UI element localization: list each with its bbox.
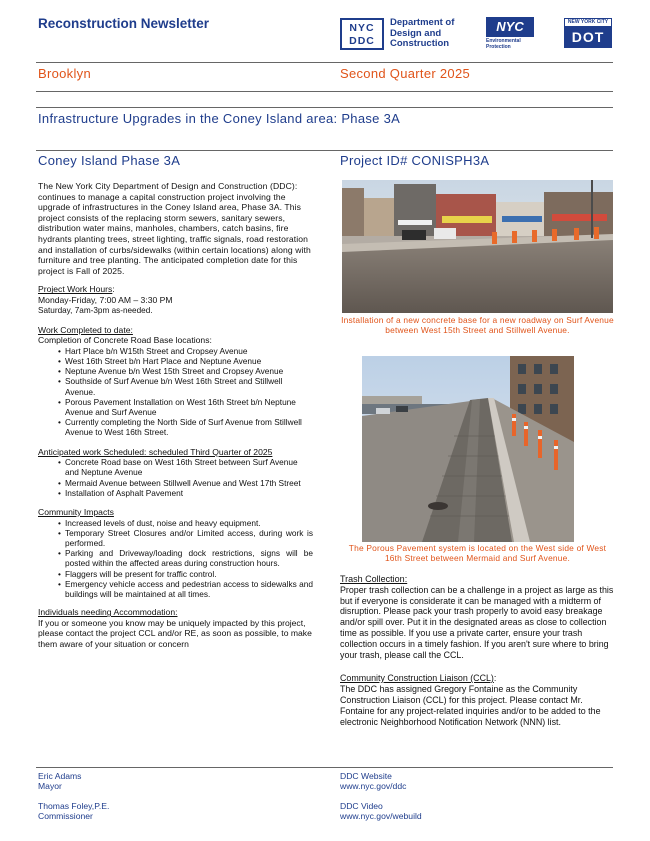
list-item: • Currently completing the North Side of Surf Avenue from Stillwell Avenue to West 16th Street.: [58, 417, 302, 438]
list-item: • Hart Place b/n W15th Street and Cropsey Avenue: [58, 345, 248, 356]
commissioner-name: Thomas Foley,P.E.: [38, 801, 110, 811]
project-id: Project ID# CONISPH3A: [340, 153, 490, 168]
quarter-label: Second Quarter 2025: [340, 66, 471, 81]
list-item: • West 16th Street b/n Hart Place and Neptune Avenue: [58, 355, 262, 366]
list-item: • Installation of Asphalt Pavement: [58, 487, 184, 498]
photo2-caption: The Porous Pavement system is located on the West side of West 16th Street between Mermaid and Surf Avenue.: [348, 543, 607, 564]
list-item: • Temporary Street Closures and/or Limited access, during work is performed.: [58, 527, 313, 548]
footer-mayor: [38, 771, 81, 792]
completed-list: [27, 346, 313, 438]
trash-text: Proper trash collection can be a challenge in a project as large as this but if everyone is considerate it can be managed with a midterm of disruption. Please pack your trash properly to avoid easy breakage and/or spill over. Put it in the designated areas as close to collection time as possible. If you use a private carter, ensure your trash collection occurs in a timely fashion. If you aren't sure where to bring your trash, please call the CCL.: [340, 584, 614, 661]
list-item: • Southside of Surf Avenue b/n West 16th Street and Stillwell Avenue.: [58, 376, 283, 397]
list-item: • Mermaid Avenue between Stillwell Avenue and West 17th Street: [58, 477, 301, 488]
completed-heading: Work Completed to date:: [38, 324, 133, 335]
list-item: • Neptune Avenue b/n West 15th Street and Cropsey Avenue: [58, 366, 284, 377]
list-item: • Porous Pavement Installation on West 16th Street b/n Neptune Avenue and Surf Avenue: [58, 396, 296, 417]
right-column-text: Trash Collection: Proper trash collection can be a challenge in a project as large as this but if everyone is considerate it can be managed with a midterm of disruption. Please pack your trash properly to avoid easy breakage and/or spill over. Put it in the designated areas as close to collection time as possible. If you use a private carter, ensure your trash collection occurs in a timely fashion. If you aren't sure where to bring your trash, please call the CCL. Community Construction Liaison (CCL): The DDC has assigned Gregory Fontaine as the Community Construction Liaison (CCL) for this project. Please contact Mr. Fontaine for any project-related inquiries and/or to be added to the electronic Neighborhood Notification Network (NNN) list.: [340, 574, 616, 727]
mayor-title: Mayor: [38, 781, 62, 792]
list-item: • Emergency vehicle access and pedestrian access to sidewalks and buildings will be maintained at all times.: [58, 578, 313, 599]
website-label: DDC Website: [340, 771, 392, 781]
photo-surf-avenue: [342, 180, 613, 313]
dep-logo-mark: NYC: [486, 17, 534, 37]
left-column: The New York City Department of Design and Construction (DDC): continues to manage a capital construction project involving the upgrade of infrastructures in the Coney Island area, Phase 3A. This project consists of the replacing storm sewers, sanitary sewers, distribution water mains, manholes, chambers, catch basins, fire hydrants planting trees, street lighting, traffic signals, road restoration and installation of curbs/sidewalks (within certain locations) along with furniture and tree planting. The anticipated completion date for this project is Fall of 2025. Project Work Hours: Monday-Friday, 7:00 AM – 3:30 PM Saturday, 7am-3pm as-needed. Work Completed to date: Completion of Concrete Road Base locations: • Hart Place b/n W15th Street and Cropsey Avenue • West 16th Street b/n Hart Place and Neptune Avenue • Neptune Avenue b/n West 15th Street and Cropsey Avenue • Southside of Surf Avenue b/n West 16th Street and Stillwell Avenue. • Porous Pavement Installation on West 16th Street b/n Neptune Avenue and Surf Avenue • Currently completing the North Side of Surf Avenue from Stillwell Avenue to West 16th Street. Anticipated work Scheduled: scheduled Third Quarter of 2025 • Concrete Road base on West 16th Street between Surf Avenue and Neptune Avenue • Mermaid Avenue between Stillwell Avenue and West 17th Street • Installation of Asphalt Pavement Community Impacts • Increased levels of dust, noise and heavy equipment. • Temporary Street Closures and/or Limited access, during work is performed. • Parking and Driveway/loading dock restrictions, signs will be posted within the affected areas during construction hours. • Flaggers will be present for traffic control. • Emergency vehicle access and pedestrian access to sidewalks and buildings will be maintained at all times. Individuals needing Accommodation: If you or someone you know may be uniquely impacted by this project, please contact the project CCL and/or RE, as soon as possible, to make them aware of your situation or concern: [38, 181, 313, 650]
video-label: DDC Video: [340, 801, 383, 811]
footer-video: [340, 801, 422, 822]
ddc-logo: [340, 18, 465, 50]
trash-heading: Trash Collection:: [340, 574, 408, 584]
accommodation-heading: Individuals needing Accommodation:: [38, 607, 178, 618]
video-link[interactable]: www.nyc.gov/webuild: [340, 811, 422, 822]
list-item: • Parking and Driveway/loading dock restrictions, signs will be posted within the affected areas during construction hours.: [58, 548, 313, 569]
footer-website: [340, 771, 406, 792]
mayor-name: Eric Adams: [38, 771, 82, 781]
ddc-logo-line: Construction: [390, 38, 450, 50]
ccl-text: The DDC has assigned Gregory Fontaine as the Community Construction Liaison (CCL) for this project. Please contact Mr. Fontaine for any project-related inquiries and/or to be added to the electronic Neighborhood Notification Network (NNN) list.: [340, 683, 601, 727]
commissioner-title: Commissioner: [38, 811, 93, 822]
footer-commissioner: [38, 801, 109, 822]
list-item: • Flaggers will be present for traffic control.: [58, 568, 217, 579]
dep-logo-line: Environmental: [486, 38, 521, 44]
accommodation-text: If you or someone you know may be uniquely impacted by this project, please contact the project CCL and/or RE, as soon as possible, to make them aware of your situation or concern: [38, 617, 312, 649]
ddc-logo-line: Department of: [390, 17, 455, 28]
hours-line: Saturday, 7am-3pm as-needed.: [38, 305, 153, 315]
ccl-heading: Community Construction Liaison (CCL): [340, 672, 494, 683]
anticipated-heading: Anticipated work Scheduled: scheduled Third Quarter of 2025: [38, 446, 273, 457]
dot-logo-top: NEW YORK CITY: [565, 19, 611, 27]
hours-heading: Project Work Hours: [38, 284, 113, 295]
dep-logo: [486, 17, 536, 51]
photo1-caption: Installation of a new concrete base for a new roadway on Surf Avenue between West 15th Street and Stillwell Avenue.: [341, 315, 614, 336]
dep-logo-line: Protection: [486, 44, 511, 50]
intro-paragraph: The New York City Department of Design and Construction (DDC): continues to manage a capital construction project involving the upgrade of infrastructures in the Coney Island area, Phase 3A. This project consists of the replacing storm sewers, sanitary sewers, distribution water mains, manholes, chambers, catch basins, fire hydrants planting trees, street lighting, traffic signals, road restoration and installation of curbs/sidewalks (within certain locations) along with furniture and tree planting. The anticipated completion date for this project is Fall of 2025.: [38, 181, 311, 276]
dot-logo: [564, 18, 612, 48]
borough-label: Brooklyn: [38, 66, 91, 81]
page-title: Infrastructure Upgrades in the Coney Island area: Phase 3A: [38, 111, 401, 126]
list-item: • Concrete Road base on West 16th Street between Surf Avenue and Neptune Avenue: [58, 457, 298, 478]
section-title-left: Coney Island Phase 3A: [38, 153, 181, 168]
anticipated-list: [27, 457, 313, 498]
impacts-list: [27, 518, 313, 600]
newsletter-title: Reconstruction Newsletter: [38, 16, 210, 31]
website-link[interactable]: www.nyc.gov/ddc: [340, 781, 407, 792]
ddc-logo-mark: NYC DDC: [340, 18, 384, 50]
impacts-heading: Community Impacts: [38, 506, 114, 517]
photo-west-16th: [362, 356, 574, 542]
ddc-logo-line: Design and: [390, 27, 442, 39]
dot-logo-mark: DOT: [565, 27, 611, 47]
hours-line: Monday-Friday, 7:00 AM – 3:30 PM: [38, 294, 173, 305]
completed-intro: Completion of Concrete Road Base locations:: [38, 335, 212, 346]
list-item: • Increased levels of dust, noise and heavy equipment.: [58, 517, 261, 528]
